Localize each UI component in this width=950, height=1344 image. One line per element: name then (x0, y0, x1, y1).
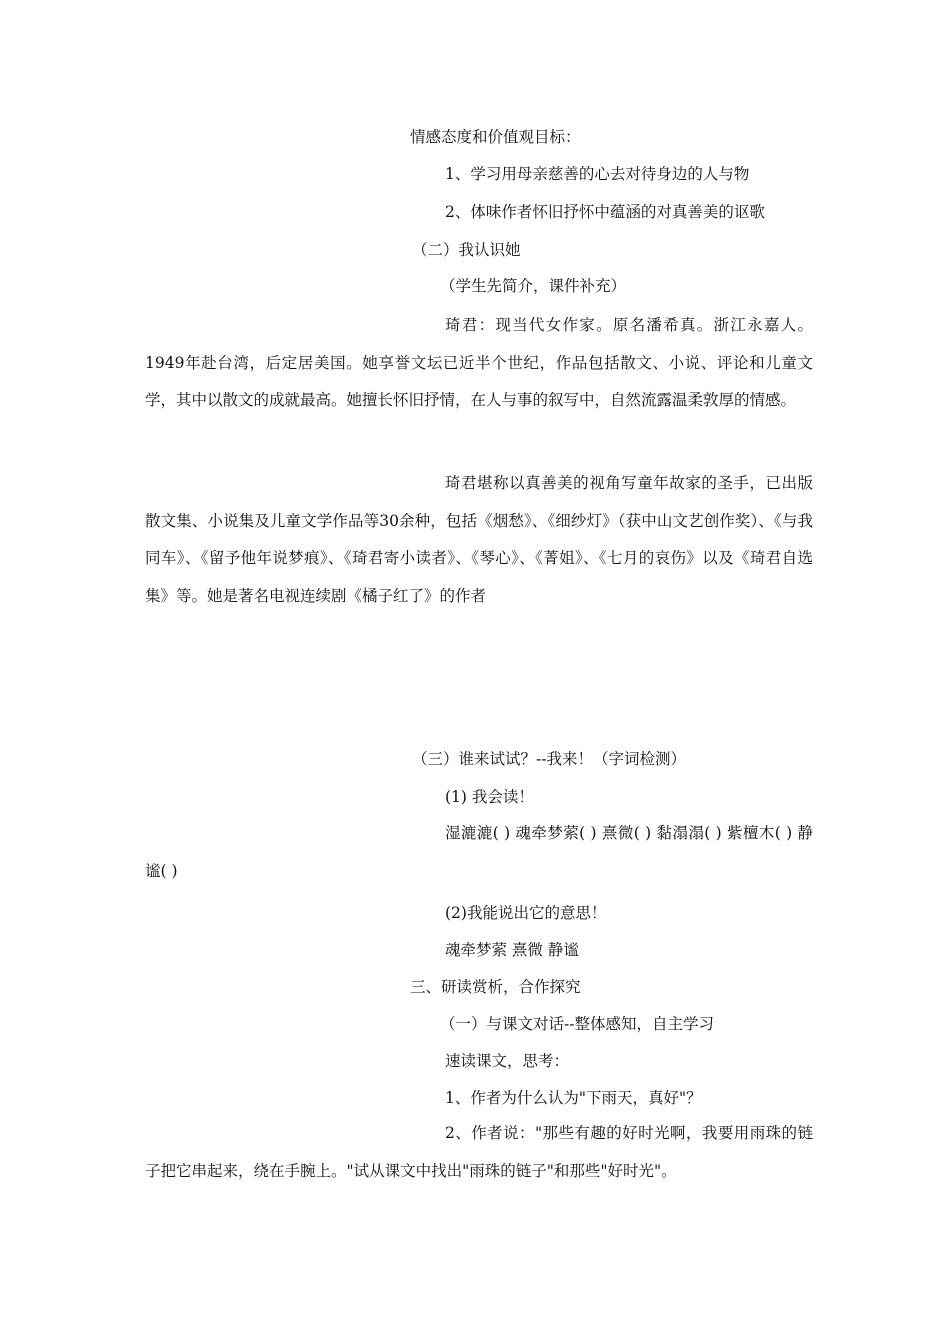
paragraph-author-bio: 琦君：现当代女作家。原名潘希真。浙江永嘉人。1949年赴台湾，后定居美国。她享誉文坛已近半个世纪，作品包括散文、小说、评论和儿童文学，其中以散文的成就最高。她擅长怀旧抒情，在人与事的叙写中，自然流露温柔敦厚的情感。 (145, 316, 813, 409)
line-goal-2: 2、体味作者怀旧抒怀中蕴涵的对真善美的讴歌 (445, 203, 765, 221)
line-speed-read: 速读课文，思考： (445, 1052, 570, 1070)
line-emotion-goal-heading: 情感态度和价值观目标： (410, 128, 581, 146)
section-heading-3: （三）谁来试试？--我来！（字词检测） (412, 750, 686, 768)
line-reading-task: (1) 我会读！ (445, 788, 534, 806)
paragraph-question-2: 2、作者说："那些有趣的好时光啊，我要用雨珠的链子把它串起来，绕在手腕上。"试从课文中找出"雨珠的链子"和那些"好时光"。 (145, 1124, 813, 1180)
section-heading-2: （二）我认识她 (412, 241, 521, 259)
line-meaning-task: (2)我能说出它的意思！ (445, 904, 607, 922)
line-question-1: 1、作者为什么认为"下雨天，真好"？ (445, 1089, 702, 1107)
line-goal-1: 1、学习用母亲慈善的心去对待身边的人与物 (445, 165, 750, 183)
line-meaning-words: 魂牵梦萦 熹微 静谧 (445, 941, 579, 959)
line-dialogue-text: （一）与课文对话--整体感知，自主学习 (440, 1015, 714, 1033)
paragraph-author-works: 琦君堪称以真善美的视角写童年故家的圣手，已出版散文集、小说集及儿童文学作品等30余种，包括《烟愁》、《细纱灯》（获中山文艺创作奖）、《与我同车》、《留予他年说梦痕》、《琦君寄小读者》、《琴心》、《菁姐》、《七月的哀伤》以及《琦君自选集》等。她是著名电视连续剧《橘子红了》的作者 (145, 474, 813, 605)
paragraph-word-list: 湿漉漉( ) 魂牵梦萦( ) 熹微( ) 黏溻溻( ) 紫檀木( ) 静谧( ) (145, 824, 813, 880)
line-intro-note: （学生先简介，课件补充） (440, 277, 627, 295)
heading-part-3: 三、研读赏析，合作探究 (410, 978, 581, 996)
